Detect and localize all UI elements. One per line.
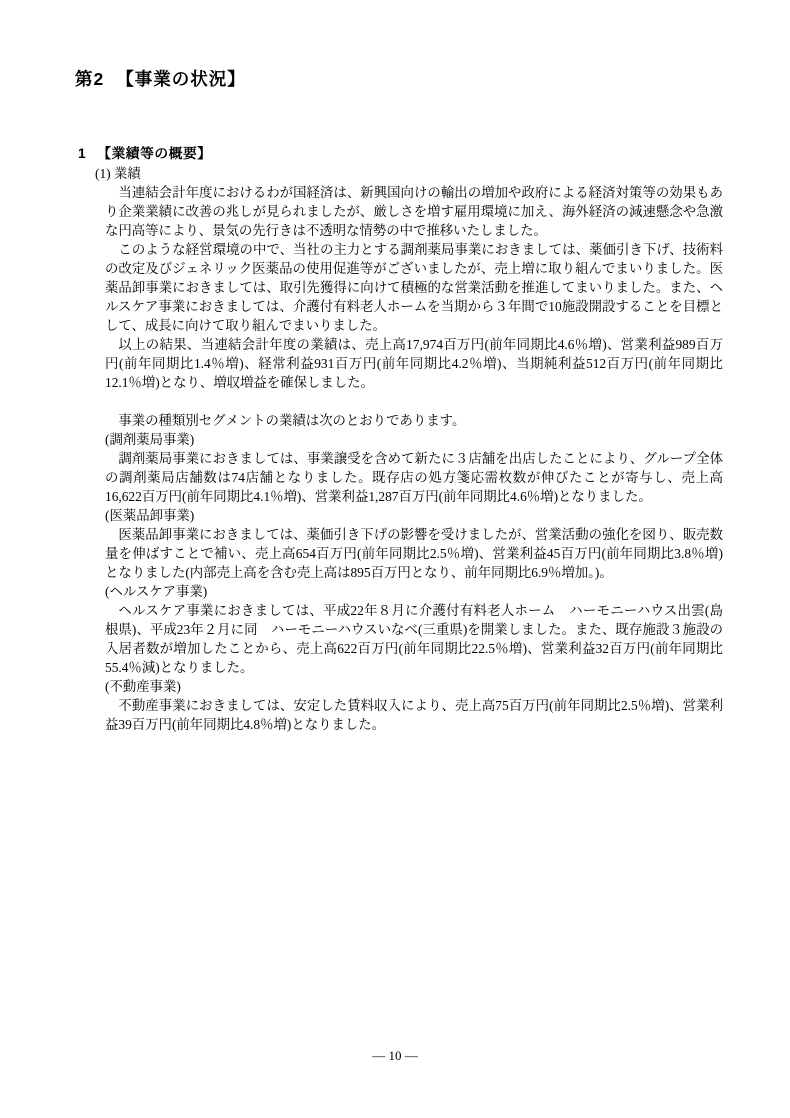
chapter-title: 【事業の状況】	[116, 69, 246, 89]
blank-line	[105, 392, 723, 411]
segment-body-healthcare: ヘルスケア事業におきましては、平成22年８月に介護付有料老人ホーム ハーモニーハウス出雲(島根県)、平成23年２月に同 ハーモニーハウスいなべ(三重県)を開業しました。また、既存施設３施設の入居者数が増加したことから、売上高622百万円(前年同期比22.5％増)、営業利益32百万円(前年同期比55.4％減)となりました。	[105, 603, 723, 675]
segment-heading-pharmacy: (調剤薬局事業)	[105, 432, 195, 447]
segment-body-pharmacy: 調剤薬局事業におきましては、事業譲受を含めて新たに３店舗を出店したことにより、グループ全体の調剤薬局店舗数は74店舗となりました。既存店の処方箋応需枚数が伸びたことが寄与し、売上高16,622百万円(前年同期比4.1％増)、営業利益1,287百万円(前年同期比4.6％増)となりました。	[105, 451, 723, 504]
segment-intro: 事業の種類別セグメントの業績は次のとおりであります。	[118, 413, 466, 428]
section-title: 【業績等の概要】	[97, 146, 212, 161]
section-number: 1	[78, 146, 87, 161]
segment-heading-wholesale: (医薬品卸事業)	[105, 508, 195, 523]
segment-heading-healthcare: (ヘルスケア事業)	[105, 584, 208, 599]
paragraph-results: 以上の結果、当連結会計年度の業績は、売上高17,974百万円(前年同期比4.6％増)、営業利益989百万円(前年同期比1.4％増)、経常利益931百万円(前年同期比4.2％増)、当期純利益512百万円(前年同期比12.1％増)となり、増収増益を確保しました。	[105, 337, 723, 390]
segment-heading-realestate: (不動産事業)	[105, 679, 181, 694]
content-body	[95, 164, 723, 734]
page-number: ― 10 ―	[372, 1048, 418, 1063]
paragraph-environment: このような経営環境の中で、当社の主力とする調剤薬局事業におきましては、薬価引き下げ、技術料の改定及びジェネリック医薬品の使用促進等がございましたが、売上増に取り組んでまいりました。医薬品卸事業におきましては、取引先獲得に向けて積極的な営業活動を推進してまいりました。また、ヘルスケア事業におきましては、介護付有料老人ホームを当期から３年間で10施設開設することを目標として、成長に向けて取り組んでまいりました。	[105, 242, 723, 333]
subsection-heading: (1) 業績	[95, 166, 141, 181]
section-heading	[78, 142, 212, 162]
paragraph-economy: 当連結会計年度におけるわが国経済は、新興国向けの輸出の増加や政府による経済対策等の効果もあり企業業績に改善の兆しが見られましたが、厳しさを増す雇用環境に加え、海外経済の減速懸念や急激な円高等により、景気の先行きは不透明な情勢の中で推移いたしました。	[105, 185, 723, 238]
chapter-heading	[75, 66, 246, 91]
segment-body-wholesale: 医薬品卸事業におきましては、薬価引き下げの影響を受けましたが、営業活動の強化を図り、販売数量を伸ばすことで補い、売上高654百万円(前年同期比2.5％増)、営業利益45百万円(前年同期比3.8％増)となりました(内部売上高を含む売上高は895百万円となり、前年同期比6.9％増加。)。	[105, 527, 723, 580]
overview-text	[105, 183, 723, 734]
chapter-number: 第2	[75, 69, 105, 89]
segment-body-realestate: 不動産事業におきましては、安定した賃料収入により、売上高75百万円(前年同期比2.5％増)、営業利益39百万円(前年同期比4.8％増)となりました。	[105, 698, 723, 732]
